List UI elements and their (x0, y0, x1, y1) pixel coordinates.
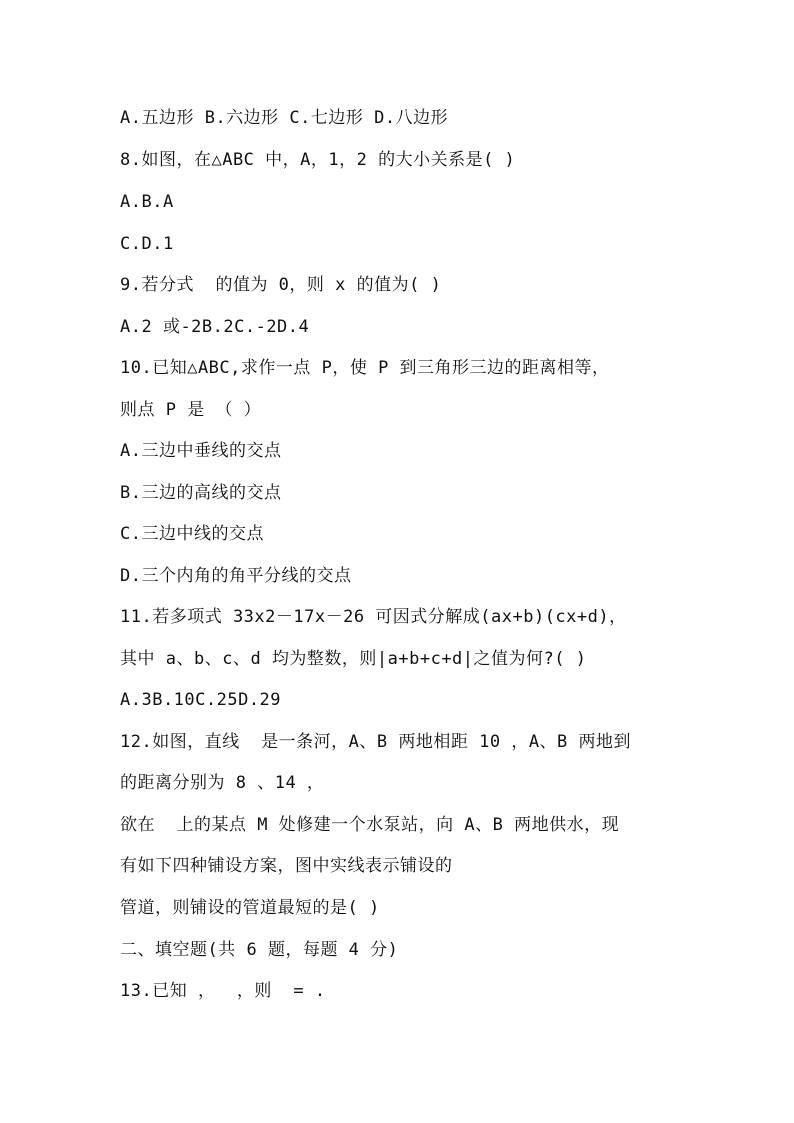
question-12-line-3: 欲在 上的某点 M 处修建一个水泵站，向 A、B 两地供水，现 (120, 815, 620, 835)
question-12-line-4: 有如下四种铺设方案，图中实线表示铺设的 (120, 856, 453, 876)
question-12-line-1: 12.如图，直线 是一条河，A、B 两地相距 10 ，A、B 两地到 (120, 732, 632, 752)
question-10-line-1: 10.已知△ABC,求作一点 P，使 P 到三角形三边的距离相等， (120, 358, 610, 378)
option-line-q8-ab: A.B.A (120, 192, 174, 212)
question-9: 9.若分式 的值为 0，则 x 的值为( ) (120, 275, 442, 295)
option-q10-a: A.三边中垂线的交点 (120, 441, 282, 461)
question-11-line-1: 11.若多项式 33x2－17x－26 可因式分解成(ax+b)(cx+d)， (120, 607, 627, 627)
question-12-line-5: 管道，则铺设的管道最短的是( ) (120, 898, 380, 918)
question-11-line-2: 其中 a、b、c、d 均为整数，则|a+b+c+d|之值为何?( ) (120, 649, 587, 669)
option-line-q9: A.2 或-2B.2C.-2D.4 (120, 317, 310, 337)
option-line-q8-cd: C.D.1 (120, 234, 174, 254)
option-q10-b: B.三边的高线的交点 (120, 483, 282, 503)
question-13: 13.已知 ， ，则 = . (120, 981, 326, 1001)
question-12-line-2: 的距离分别为 8 、14 ， (120, 773, 325, 793)
question-10-line-2: 则点 P 是 （ ） (120, 400, 262, 420)
question-8: 8.如图，在△ABC 中，A，1，2 的大小关系是( ) (120, 150, 516, 170)
section-heading-fill-in: 二、填空题(共 6 题，每题 4 分) (120, 940, 399, 960)
option-line-q11: A.3B.10C.25D.29 (120, 690, 282, 710)
option-line-q7: A.五边形 B.六边形 C.七边形 D.八边形 (120, 108, 449, 128)
option-q10-c: C.三边中线的交点 (120, 524, 264, 544)
option-q10-d: D.三个内角的角平分线的交点 (120, 566, 352, 586)
